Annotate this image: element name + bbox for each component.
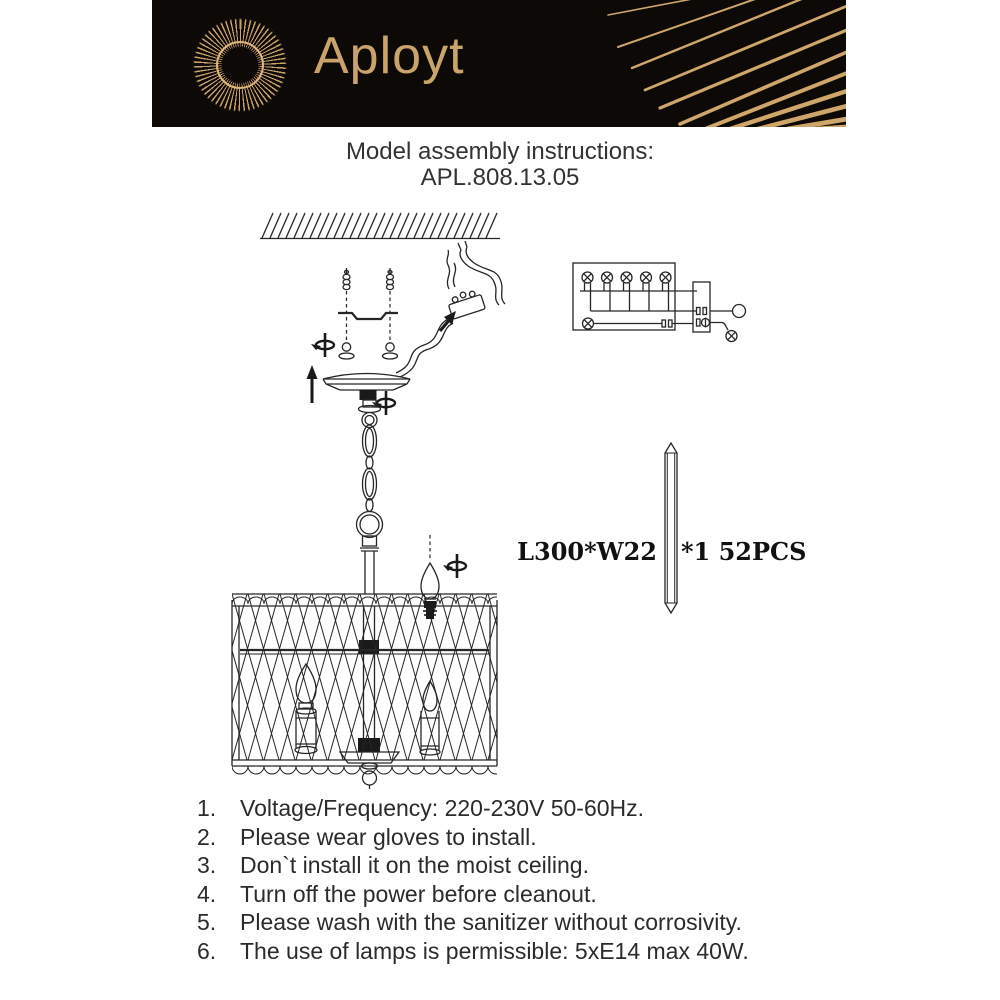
crystal-size-label: L300*W22 <box>517 537 657 566</box>
list-item <box>197 823 877 852</box>
list-item <box>197 908 877 937</box>
model-number: APL.808.13.05 <box>420 164 580 191</box>
list-item <box>197 794 877 823</box>
ceiling-hatch <box>260 213 500 239</box>
rotate-icon <box>443 554 466 578</box>
chain <box>357 425 383 594</box>
up-arrow-icon <box>307 365 318 403</box>
item-text: Please wear gloves to install. <box>240 823 537 850</box>
item-text: Please wash with the sanitizer without corrosivity. <box>240 909 742 936</box>
item-number: 3. <box>197 852 217 879</box>
page-title: Model assembly instructions: <box>345 138 655 165</box>
canopy <box>323 374 410 428</box>
brand-header <box>152 0 846 127</box>
rays-decoration-icon <box>152 0 846 127</box>
drum-shade-mesh <box>184 594 583 774</box>
list-item <box>197 937 877 966</box>
brand-name: Aployt <box>314 27 465 85</box>
rotate-icon <box>311 333 334 357</box>
item-number: 4. <box>197 880 217 907</box>
list-item <box>197 880 877 909</box>
crystal-piece <box>665 443 677 613</box>
item-number: 1. <box>197 795 217 821</box>
drum-shade-frame <box>232 594 497 789</box>
item-number: 5. <box>197 909 217 936</box>
item-text: Turn off the power before cleanout. <box>240 880 597 907</box>
instructions-list <box>197 794 877 966</box>
item-text: The use of lamps is permissible: 5xE14 max 40W. <box>240 937 749 964</box>
item-text: Don`t install it on the moist ceiling. <box>240 852 589 879</box>
wiring-diagram <box>573 263 746 342</box>
item-number: 6. <box>197 937 217 964</box>
item-text: Voltage/Frequency: 220-230V 50-60Hz. <box>240 795 645 821</box>
crystal-qty-label: *1 52PCS <box>681 537 807 566</box>
list-item <box>197 851 877 880</box>
power-wire <box>396 241 505 377</box>
item-number: 2. <box>197 823 217 850</box>
assembly-diagram <box>150 205 850 800</box>
